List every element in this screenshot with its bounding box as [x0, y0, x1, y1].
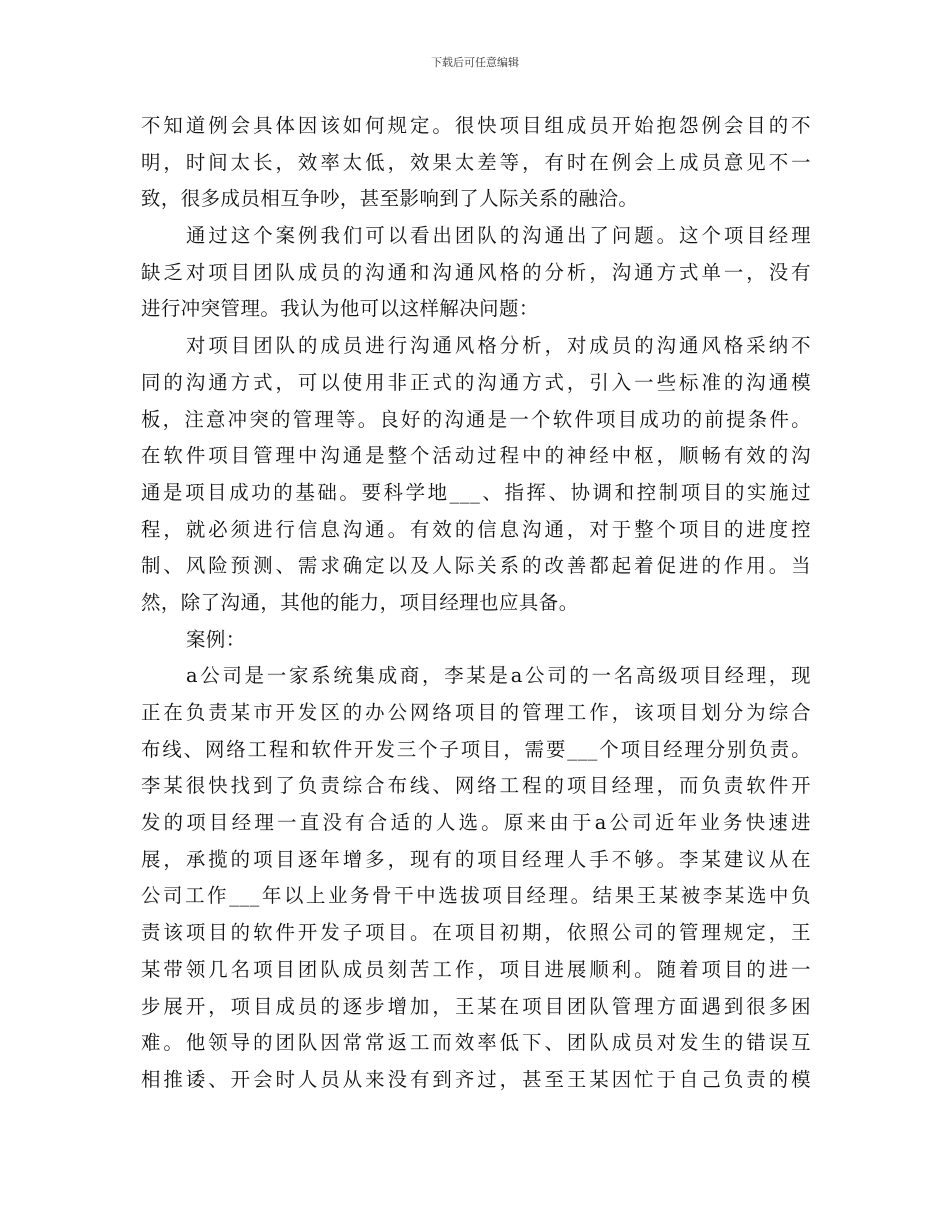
text-line: 通过这个案例我们可以看出团队的沟通出了问题。这个项目经理: [186, 224, 811, 248]
text-line: 板，注意冲突的管理等。良好的沟通是一个软件项目成功的前提条件。: [141, 407, 811, 431]
text-line: 某带领几名项目团队成员刻苦工作，项目进展顺利。随着项目的进一: [141, 957, 811, 981]
text-line: 展，承揽的项目逐年增多，现有的项目经理人手不够。李某建议从在: [141, 847, 811, 871]
text-line: 致，很多成员相互争吵，甚至影响到了人际关系的融洽。: [141, 187, 639, 211]
text-line: 对项目团队的成员进行沟通风格分析，对成员的沟通风格采纳不: [186, 334, 811, 358]
text-line: 正在负责某市开发区的办公网络项目的管理工作，该项目划分为综合: [141, 701, 811, 724]
text-line: 同的沟通方式，可以使用非正式的沟通方式，引入一些标准的沟通模: [141, 370, 811, 394]
text-line: 发的项目经理一直没有合适的人选。原来由于a公司近年业务快速进: [141, 811, 811, 835]
text-line: 然，除了沟通，其他的能力，项目经理也应具备。: [141, 590, 579, 614]
text-line: 明，时间太长，效率太低，效果太差等，有时在例会上成员意见不一: [141, 150, 811, 174]
text-line: 通是项目成功的基础。要科学地___、指挥、协调和控制项目的实施过: [141, 480, 811, 504]
page-header: 下载后可任意编辑: [431, 56, 519, 69]
text-line: 缺乏对项目团队成员的沟通和沟通风格的分析，沟通方式单一，没有: [141, 260, 811, 284]
text-line: a公司是一家系统集成商，李某是a公司的一名高级项目经理，现: [186, 664, 811, 688]
text-line: 责该项目的软件开发子项目。在项目初期，依照公司的管理规定，王: [141, 921, 811, 945]
text-line: 布线、网络工程和软件开发三个子项目，需要___个项目经理分别负责。: [141, 737, 811, 761]
text-line: 进行冲突管理。我认为他可以这样解决问题：: [141, 297, 539, 321]
text-line: 李某很快找到了负责综合布线、网络工程的项目经理，而负责软件开: [141, 774, 811, 798]
document-body: [141, 108, 811, 1099]
text-line: 相推诿、开会时人员从来没有到齐过，甚至王某因忙于自己负责的模: [141, 1067, 811, 1091]
text-line: 程，就必须进行信息沟通。有效的信息沟通，对于整个项目的进度控: [141, 517, 811, 541]
text-line: 难。他领导的团队因常常返工而效率低下、团队成员对发生的错误互: [141, 1031, 811, 1055]
text-line: 步展开，项目成员的逐步增加，王某在项目团队管理方面遇到很多困: [141, 994, 811, 1018]
text-line: 制、风险预测、需求确定以及人际关系的改善都起着促进的作用。当: [141, 554, 811, 578]
text-line: 案例：: [186, 627, 246, 651]
text-line: 在软件项目管理中沟通是整个活动过程中的神经中枢，顺畅有效的沟: [141, 444, 811, 468]
text-line: 公司工作___年以上业务骨干中选拔项目经理。结果王某被李某选中负: [141, 884, 811, 908]
text-line: 不知道例会具体因该如何规定。很快项目组成员开始抱怨例会目的不: [141, 114, 811, 137]
